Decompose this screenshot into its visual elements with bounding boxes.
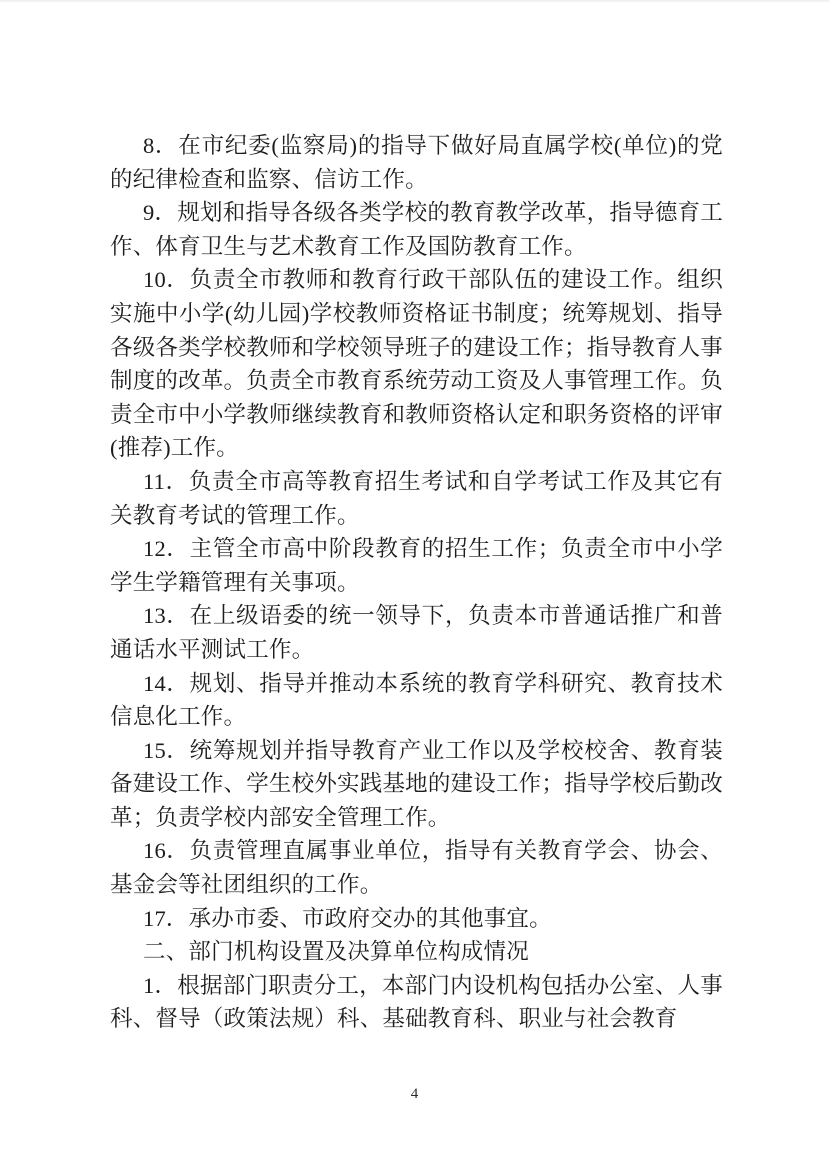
- paragraph-item-15: 15．统筹规划并指导教育产业工作以及学校校舍、教育装备建设工作、学生校外实践基地的建设工作；指导学校后勤改革；负责学校内部安全管理工作。: [110, 737, 723, 830]
- paragraph-item-11: 11．负责全市高等教育招生考试和自学考试工作及其它有关教育考试的管理工作。: [110, 468, 723, 528]
- paragraph-section-2-item-1: 1．根据部门职责分工，本部门内设机构包括办公室、人事科、督导（政策法规）科、基础教育科、职业与社会教育: [110, 972, 723, 1032]
- paragraph-item-16: 16．负责管理直属事业单位，指导有关教育学会、协会、基金会等社团组织的工作。: [110, 838, 723, 898]
- page-number: 4: [410, 1086, 419, 1102]
- document-body: [110, 129, 723, 1036]
- paragraph-item-14: 14．规划、指导并推动本系统的教育学科研究、教育技术信息化工作。: [110, 670, 723, 730]
- paragraph-item-10: 10．负责全市教师和教育行政干部队伍的建设工作。组织实施中小学(幼儿园)学校教师资格证书制度；统筹规划、指导各级各类学校教师和学校领导班子的建设工作；指导教育人事制度的改革。负责全市教育系统劳动工资及人事管理工作。负责全市中小学教师继续教育和教师资格认定和职务资格的评审(推荐)工作。: [110, 267, 723, 461]
- paragraph-item-13: 13．在上级语委的统一领导下，负责本市普通话推广和普通话水平测试工作。: [110, 603, 723, 662]
- paragraph-item-12: 12．主管全市高中阶段教育的招生工作；负责全市中小学学生学籍管理有关事项。: [110, 536, 723, 595]
- paragraph-item-8: 8．在市纪委(监察局)的指导下做好局直属学校(单位)的党的纪律检查和监察、信访工作。: [110, 133, 723, 192]
- section-2-heading: 二、部门机构设置及决算单位构成情况: [143, 939, 529, 965]
- page-footer: [0, 1086, 829, 1103]
- paragraph-item-9: 9．规划和指导各级各类学校的教育教学改革，指导德育工作、体育卫生与艺术教育工作及国防教育工作。: [110, 200, 723, 259]
- paragraph-item-17: 17．承办市委、市政府交办的其他事宜。: [143, 905, 552, 931]
